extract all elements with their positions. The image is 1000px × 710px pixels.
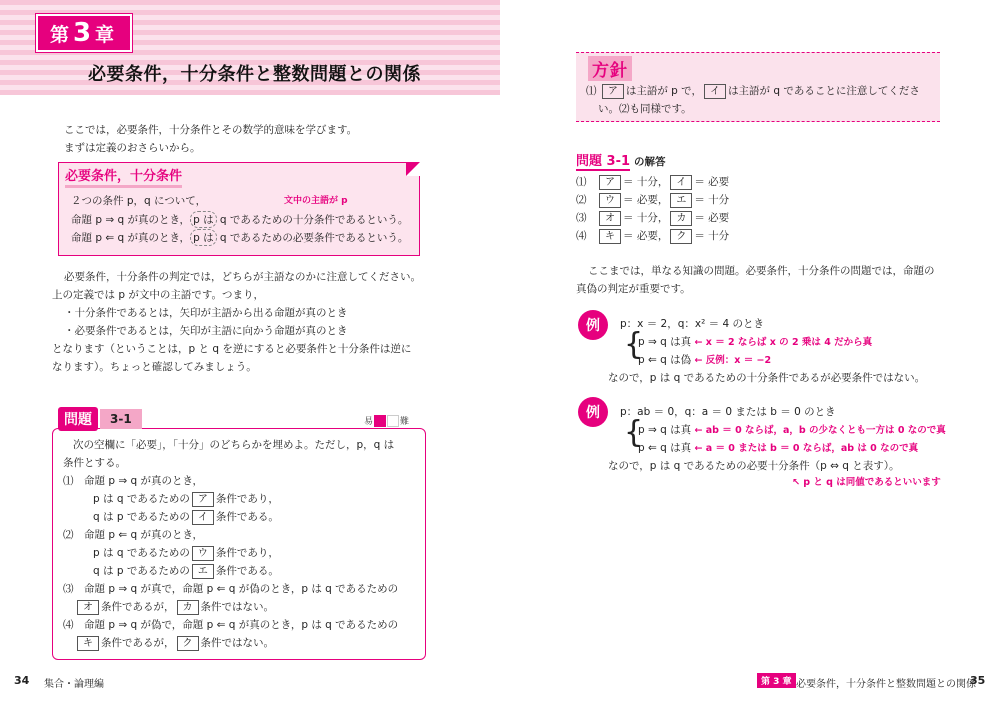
page-number: 35 [970,674,986,687]
chapter-badge [36,14,132,52]
page-number: 34 [14,674,30,687]
blank-box: カ [670,211,692,226]
body-line: ・十分条件であるとは，矢印が主語から出る命題が真のとき [64,307,348,319]
definition-line [71,229,408,246]
definition-line [71,211,408,228]
answer-num: ⑷ [576,230,587,242]
problem-text: 条件である。 [215,511,279,523]
answer-num: ⑵ [576,194,587,206]
policy-title: 方針 [588,56,632,81]
example-text: p ⇐ q は偽 [638,354,692,366]
difficulty-meter [364,414,409,427]
answer-value: ＝ 十分 [694,230,730,242]
problem-box [52,428,426,660]
body-line: となります（ということは，p と q を逆にすると必要条件と十分条件は逆に [52,343,412,355]
blank-box: イ [670,175,692,190]
blank-box: エ [192,564,214,579]
footer-section: 集合・論理編 [44,679,104,690]
example-note: ← 反例：x ＝ −2 [694,355,772,366]
problem-line [75,599,274,615]
definition-box [58,162,420,256]
chapter-title: 必要条件，十分条件と整数問題との関係 [88,64,421,85]
problem-text: p は q であるための [93,493,190,505]
problem-text: 条件であり， [215,493,279,505]
example-badge: 例 [578,397,608,427]
problem-text: p は q であるための [93,547,190,559]
difficulty-cell [387,415,399,427]
blank-box: キ [599,229,621,244]
problem-text: 条件である。 [215,565,279,577]
blank-box: ウ [192,546,214,561]
example-head: p：ab ＝ 0，q：a ＝ 0 または b ＝ 0 のとき [620,406,836,418]
difficulty-easy: 易 [364,417,374,427]
problem-line [93,545,279,561]
body-line: ・必要条件であるとは，矢印が主語に向かう命題が真のとき [64,325,348,337]
problem-line: ⑴ 命題 p ⇒ q が真のとき， [63,475,204,487]
example-note: ← x ＝ 2 ならば x の 2 乗は 4 だから真 [694,337,873,348]
policy-text: は主語が q であることに注意してくださ [727,85,920,97]
brace-icon: { [624,415,644,450]
answer-num: ⑴ [576,176,587,188]
answer-row [576,174,729,190]
blank-box: イ [704,84,726,99]
problem-text: 条件ではない。 [200,601,274,613]
policy-text: は主語が p で， [625,85,702,97]
problem-text: 条件であり， [215,547,279,559]
footer-chapter: 第 3 章 [757,673,796,688]
blank-box: ア [602,84,624,99]
problem-line: ⑷ 命題 p ⇒ q が偽で，命題 p ⇐ q が真のとき，p は q であるための [63,619,399,631]
blank-box: オ [77,600,99,615]
definition-text: q であるための十分条件であるという。 [216,214,409,226]
problem-line: ⑵ 命題 p ⇐ q が真のとき， [63,529,204,541]
answer-value: ＝ 十分， [623,176,669,188]
subject-highlight: p は [190,229,217,246]
answer-value: ＝ 必要 [694,176,730,188]
problem-line [93,509,279,525]
problem-number: 3-1 [100,409,142,429]
chapter-number: 3 [72,18,96,48]
definition-line: ２つの条件 p，q について， [71,195,207,207]
definition-title: 必要条件，十分条件 [65,165,182,188]
definition-note: 文中の主語が p [284,196,348,206]
right-page [500,0,1000,710]
example-badge: 例 [578,310,608,340]
answer-num: ⑶ [576,212,587,224]
blank-box: キ [77,636,99,651]
problem-line [93,491,279,507]
problem-text: q は p であるための [93,565,190,577]
paragraph-line: ここまでは，単なる知識の問題。必要条件，十分条件の問題では，命題の [588,265,935,277]
definition-text: q であるための必要条件であるという。 [216,232,409,244]
example-text: p ⇐ q は真 [638,442,692,454]
blank-box: ウ [599,193,621,208]
body-line: なります）。ちょっと確認してみましょう。 [52,361,257,373]
answer-suffix: の解答 [634,156,666,168]
example-conclusion: なので，p は q であるための十分条件であるが必要条件ではない。 [608,372,926,384]
example-text: p ⇒ q は真 [638,424,692,436]
answer-value: ＝ 十分 [694,194,730,206]
blank-box: エ [670,193,692,208]
answer-value: ＝ 必要， [623,194,669,206]
blank-box: ク [670,229,692,244]
answer-value: ＝ 必要 [694,212,730,224]
answer-row [576,228,729,244]
blank-box: ク [177,636,199,651]
problem-line: ⑶ 命題 p ⇒ q が真で，命題 p ⇐ q が偽のとき，p は q であるための [63,583,399,595]
subject-highlight: p は [190,211,217,228]
example-note: ↖ p と q は同値であるといいます [792,477,941,488]
example-line [638,334,872,349]
problem-text: 条件であるが， [101,601,175,613]
intro-line: ここでは，必要条件，十分条件とその数学的意味を学びます。 [64,124,358,136]
answer-row [576,192,729,208]
blank-box: ア [192,492,214,507]
problem-line: 次の空欄に「必要」，「十分」のどちらかを埋めよ。ただし，p，q は [73,439,395,451]
problem-text: 条件ではない。 [200,637,274,649]
problem-line [75,635,274,651]
answer-value: ＝ 十分， [623,212,669,224]
policy-text: ⑴ [586,85,597,97]
intro-line: まずは定義のおさらいから。 [64,142,201,154]
folded-corner [406,162,420,176]
definition-text: 命題 p ⇐ q が真のとき， [71,232,191,244]
answer-header [576,150,666,171]
answer-value: ＝ 必要， [623,230,669,242]
body-line: 必要条件，十分条件の判定では，どちらが主語なのかに注意してください。 [64,271,421,283]
difficulty-cell [374,415,386,427]
problem-label: 問題 [58,407,98,431]
chapter-label: 第 [49,23,73,46]
problem-header [58,408,142,430]
blank-box: オ [599,211,621,226]
difficulty-hard: 難 [400,417,410,427]
chapter-suffix: 章 [95,23,119,46]
definition-text: 命題 p ⇒ q が真のとき， [71,214,191,226]
paragraph-line: 真偽の判定が重要です。 [576,283,691,295]
example-text: p ⇒ q は真 [638,336,692,348]
policy-line: い。⑵も同様です。 [598,103,692,115]
problem-text: 条件であるが， [101,637,175,649]
blank-box: カ [177,600,199,615]
answer-row [576,210,729,226]
example-conclusion: なので，p は q であるための必要十分条件（p ⇔ q と表す）。 [608,460,900,472]
problem-line [93,563,279,579]
problem-text: q は p であるための [93,511,190,523]
example-note: ← ab ＝ 0 ならば，a，b の少なくとも一方は 0 なので真 [694,425,946,436]
footer-title: 必要条件，十分条件と整数問題との関係 [796,679,976,690]
example-note: ← a ＝ 0 または b ＝ 0 ならば，ab は 0 なので真 [694,443,919,454]
example-line [638,422,946,437]
policy-line [586,83,920,99]
blank-box: ア [599,175,621,190]
brace-icon: { [624,327,644,362]
problem-line: 条件とする。 [63,457,126,469]
example-line [638,352,771,367]
example-head: p：x ＝ 2，q：x² ＝ 4 のとき [620,318,765,330]
blank-box: イ [192,510,214,525]
body-line: 上の定義では p が文中の主語です。つまり， [52,289,264,301]
answer-label: 問題 3-1 [576,150,630,171]
example-line [638,440,918,455]
